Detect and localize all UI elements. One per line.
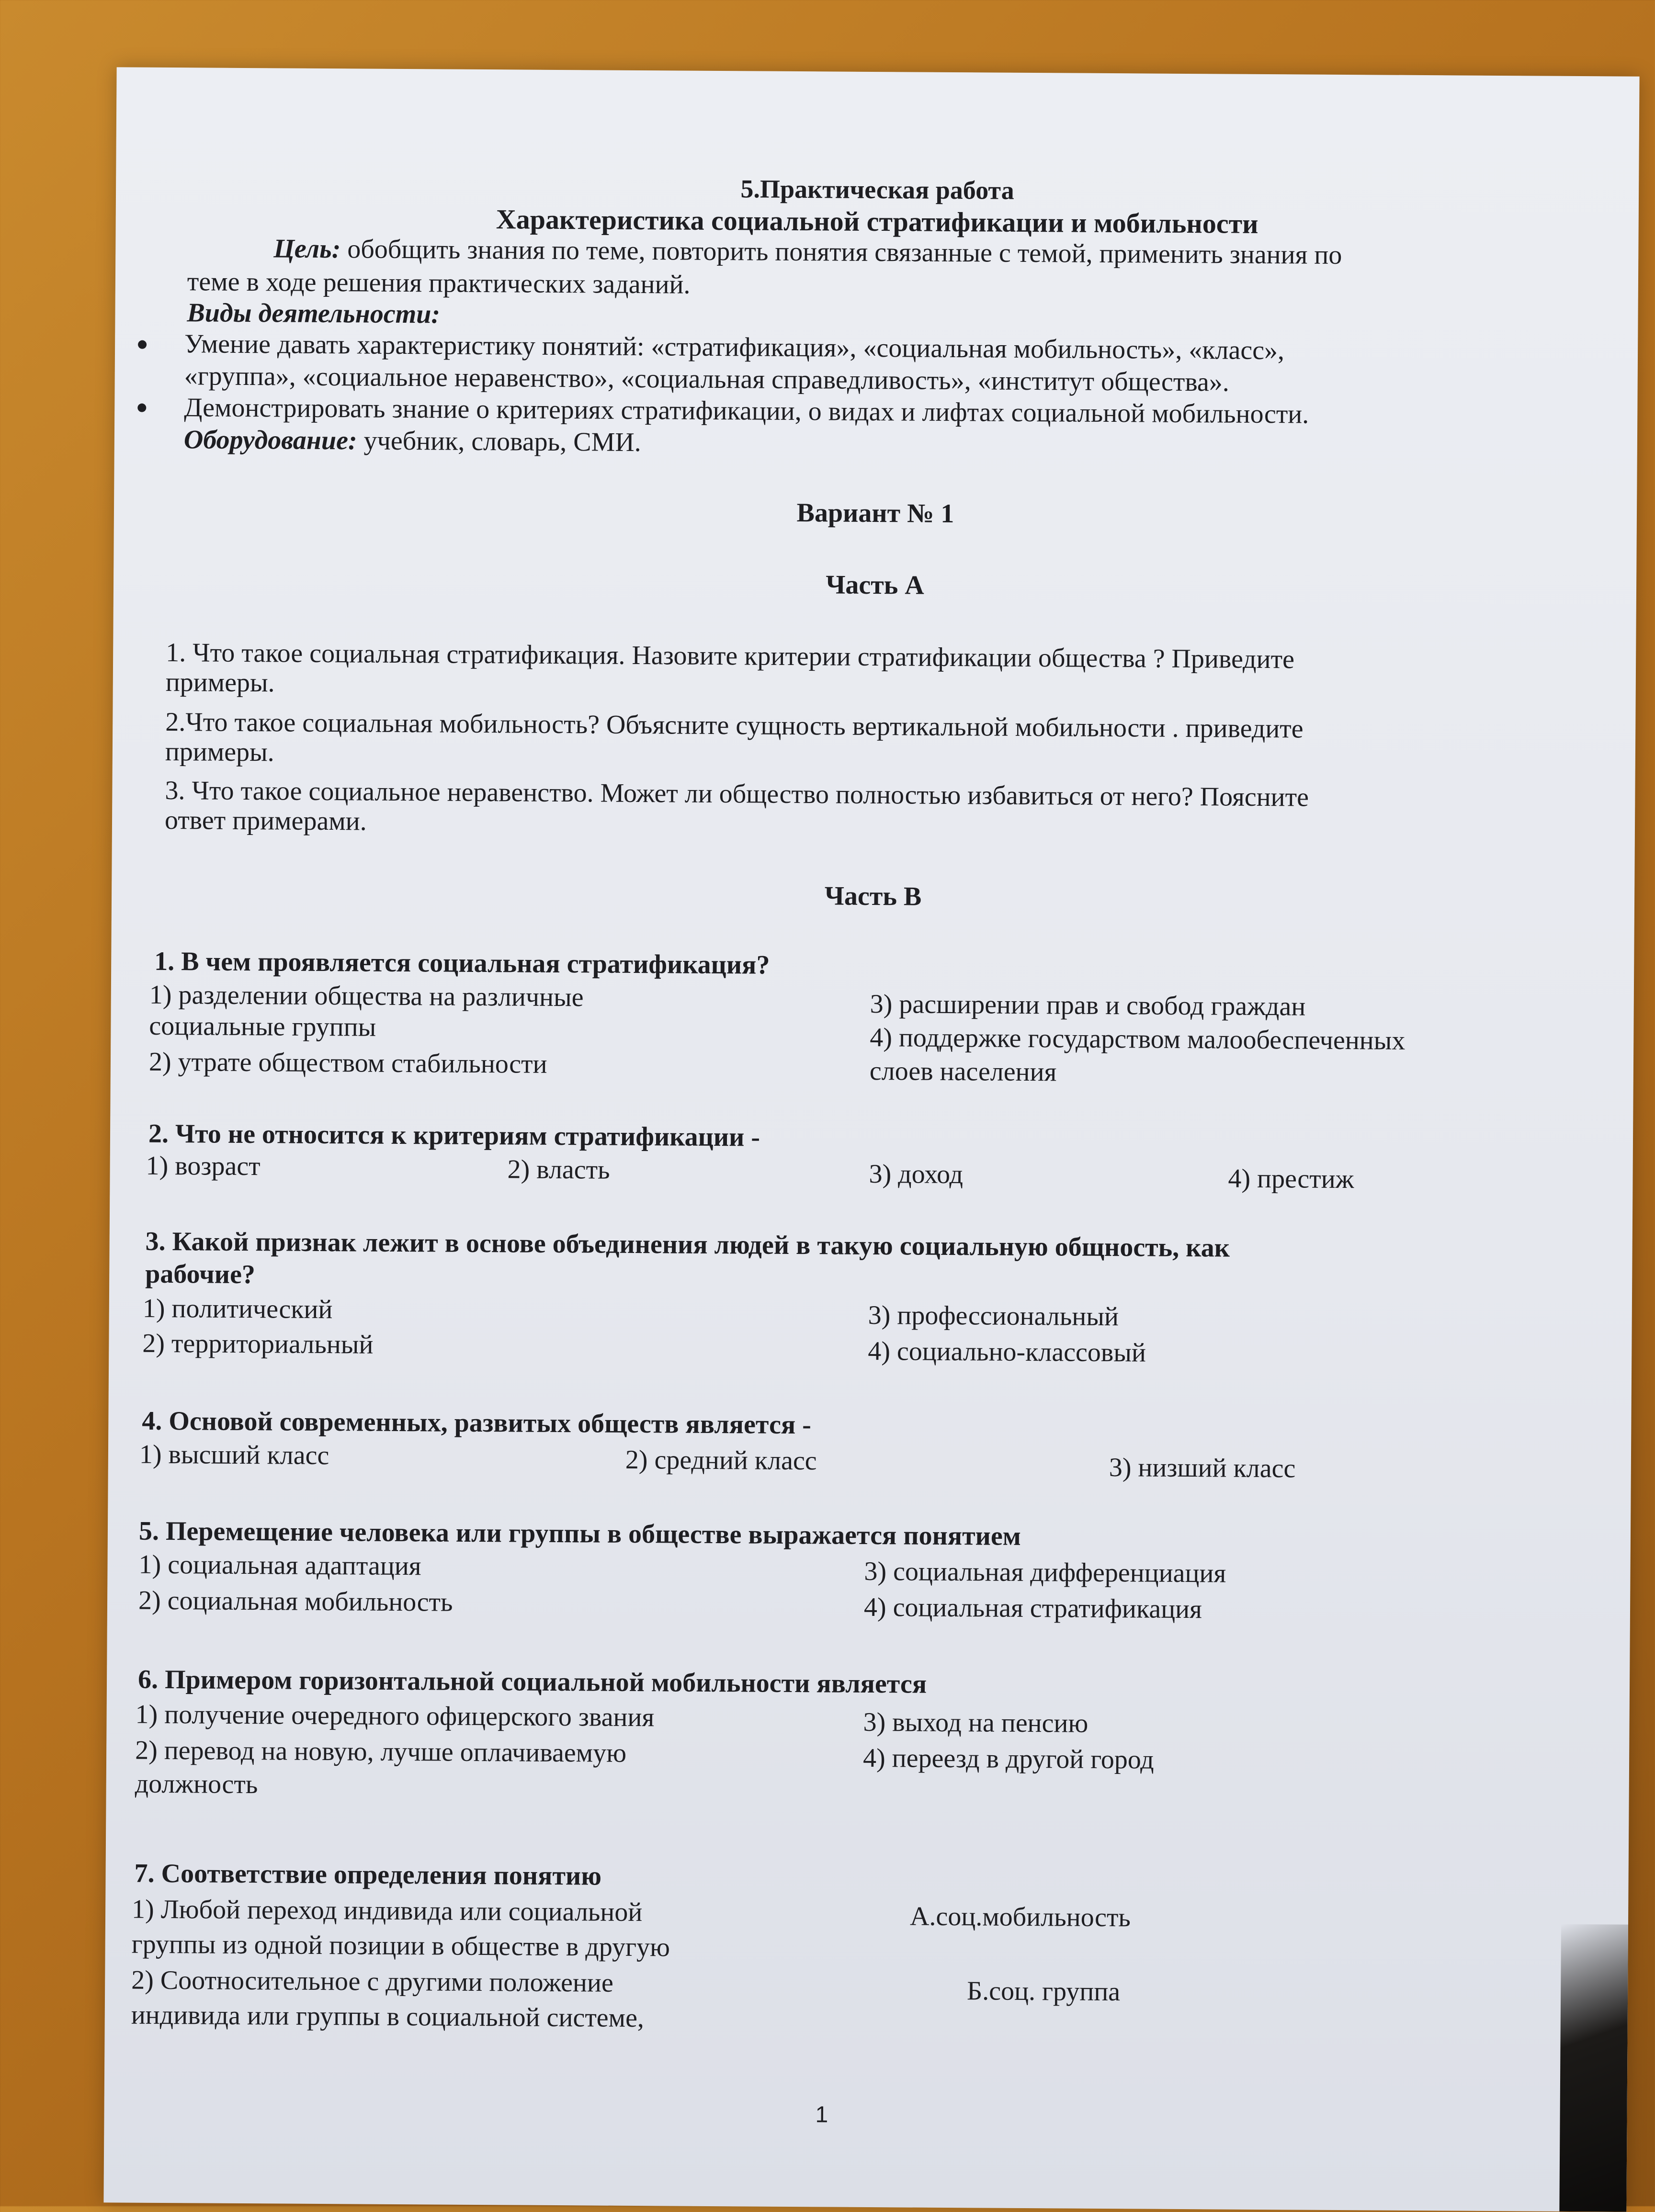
part-b-q1-answer-1-line-1: 1) разделении общества на различные (149, 980, 584, 1013)
part-b-title: Часть В (824, 881, 922, 912)
part-b-q7-definition-1-line-1: 1) Любой переход индивида или социальной (131, 1894, 643, 1928)
part-b-q1-answer-1-line-2: социальные группы (149, 1011, 376, 1042)
page-title: Характеристика социальной стратификации и мобильности (496, 203, 1258, 239)
part-b-q5-question: 5. Перемещение человека или группы в обществе выражается понятием (138, 1516, 1021, 1551)
part-b-q3-question-line-2: рабочие? (145, 1259, 256, 1290)
part-a-q3-line-2: ответ примерами. (164, 805, 367, 836)
part-b-q5-answer-1: 1) социальная адаптация (138, 1549, 421, 1581)
part-b-q2-answer-2: 2) власть (507, 1154, 610, 1185)
part-b-q2-question: 2. Что не относится к критериям стратификации - (148, 1118, 760, 1152)
part-b-q4-answer-2: 2) средний класс (625, 1445, 817, 1476)
work-number: 5.Практическая работа (740, 174, 1014, 205)
part-b-q2-answer-1: 1) возраст (146, 1151, 261, 1182)
equipment-line (184, 424, 641, 458)
part-b-q4-answer-3: 3) низший класс (1109, 1453, 1296, 1484)
equipment-text: учебник, словарь, СМИ. (357, 426, 641, 458)
part-a-q2-line-2: примеры. (165, 736, 274, 767)
part-b-q5-answer-4: 4) социальная стратификация (863, 1592, 1202, 1625)
activity-1-line-1: Умение давать характеристику понятий: «стратификация», «социальная мобильность», «класс», (184, 329, 1285, 366)
activity-1-line-2: «группа», «социальное неравенство», «социальная справедливость», «институт общества». (184, 361, 1230, 397)
part-a-q1-line-1: 1. Что такое социальная стратификация. Назовите критерии стратификации общества ? Приведите (165, 637, 1295, 675)
activities-label: Виды деятельности: (187, 298, 441, 329)
background-shadow (1559, 1924, 1628, 2212)
part-b-q2-answer-3: 3) доход (869, 1159, 964, 1190)
part-b-q3-question-line-1: 3. Какой признак лежит в основе объединения людей в такую социальную общность, как (145, 1226, 1230, 1263)
part-b-q6-answer-2-line-2: должность (135, 1769, 258, 1800)
variant-title: Вариант № 1 (796, 498, 954, 529)
part-b-q1-answer-3: 3) расширении прав и свобод граждан (870, 989, 1306, 1022)
part-b-q4-answer-1: 1) высший класс (139, 1439, 329, 1471)
part-b-q7-term-b: Б.соц. группа (966, 1976, 1121, 2007)
bullet-icon (137, 404, 146, 412)
part-b-q1-answer-4-line-1: 4) поддержке государством малообеспеченных (870, 1022, 1406, 1056)
part-b-q6-answer-4: 4) переезд в другой город (862, 1743, 1154, 1775)
equipment-label: Оборудование: (183, 425, 357, 456)
worksheet-page (103, 67, 1639, 2212)
part-b-q3-answer-2: 2) территориальный (142, 1328, 374, 1360)
part-a-title: Часть А (826, 570, 925, 600)
part-b-q2-answer-4: 4) престиж (1228, 1163, 1354, 1195)
part-a-q2-line-1: 2.Что такое социальная мобильность? Объясните сущность вертикальной мобильности . приведите (165, 707, 1304, 744)
part-b-q7-definition-2-line-2: индивида или группы в социальной системе, (131, 2000, 645, 2033)
part-b-q1-answer-4-line-2: слоев населения (869, 1056, 1057, 1087)
part-b-q4-question: 4. Основой современных, развитых обществ является - (142, 1406, 812, 1440)
page-number: 1 (815, 2102, 828, 2128)
goal-line-1 (273, 233, 1342, 271)
part-a-q3-line-1: 3. Что такое социальное неравенство. Может ли общество полностью избавиться от него? Поясните (165, 775, 1309, 813)
goal-text: обобщить знания по теме, повторить понятия связанные с темой, применить знания по (340, 234, 1342, 270)
part-b-q5-answer-2: 2) социальная мобильность (138, 1585, 453, 1617)
part-a-q1-line-2: примеры. (165, 667, 275, 698)
part-b-q5-answer-3: 3) социальная дифференциация (864, 1556, 1226, 1589)
activity-2: Демонстрировать знание о критериях стратификации, о видах и лифтах социальной мобильности. (184, 393, 1309, 429)
part-b-q6-answer-2-line-1: 2) перевод на новую, лучше оплачиваемую (135, 1735, 627, 1768)
part-b-q3-answer-3: 3) профессиональный (868, 1300, 1119, 1332)
part-b-q7-term-a: А.соц.мобильность (909, 1901, 1131, 1933)
goal-label: Цель: (273, 234, 341, 264)
goal-line-2: теме в ходе решения практических заданий. (187, 267, 691, 300)
part-b-q6-answer-1: 1) получение очередного офицерского звания (135, 1699, 655, 1733)
part-b-q1-question: 1. В чем проявляется социальная стратификация? (154, 946, 770, 980)
part-b-q3-answer-1: 1) политический (142, 1293, 333, 1325)
part-b-q6-answer-3: 3) выход на пенсию (863, 1707, 1088, 1738)
part-b-q1-answer-2: 2) утрате обществом стабильности (148, 1047, 547, 1079)
bullet-icon (138, 340, 147, 349)
part-b-q7-definition-2-line-1: 2) Соотносительное с другими положение (131, 1965, 613, 1998)
part-b-q7-definition-1-line-2: группы из одной позиции в обществе в другую (131, 1929, 670, 1963)
part-b-q3-answer-4: 4) социально-классовый (868, 1336, 1146, 1368)
part-b-q7-question: 7. Соответствие определения понятию (134, 1858, 602, 1891)
part-b-q6-question: 6. Примером горизонтальной социальной мобильности является (137, 1664, 927, 1699)
